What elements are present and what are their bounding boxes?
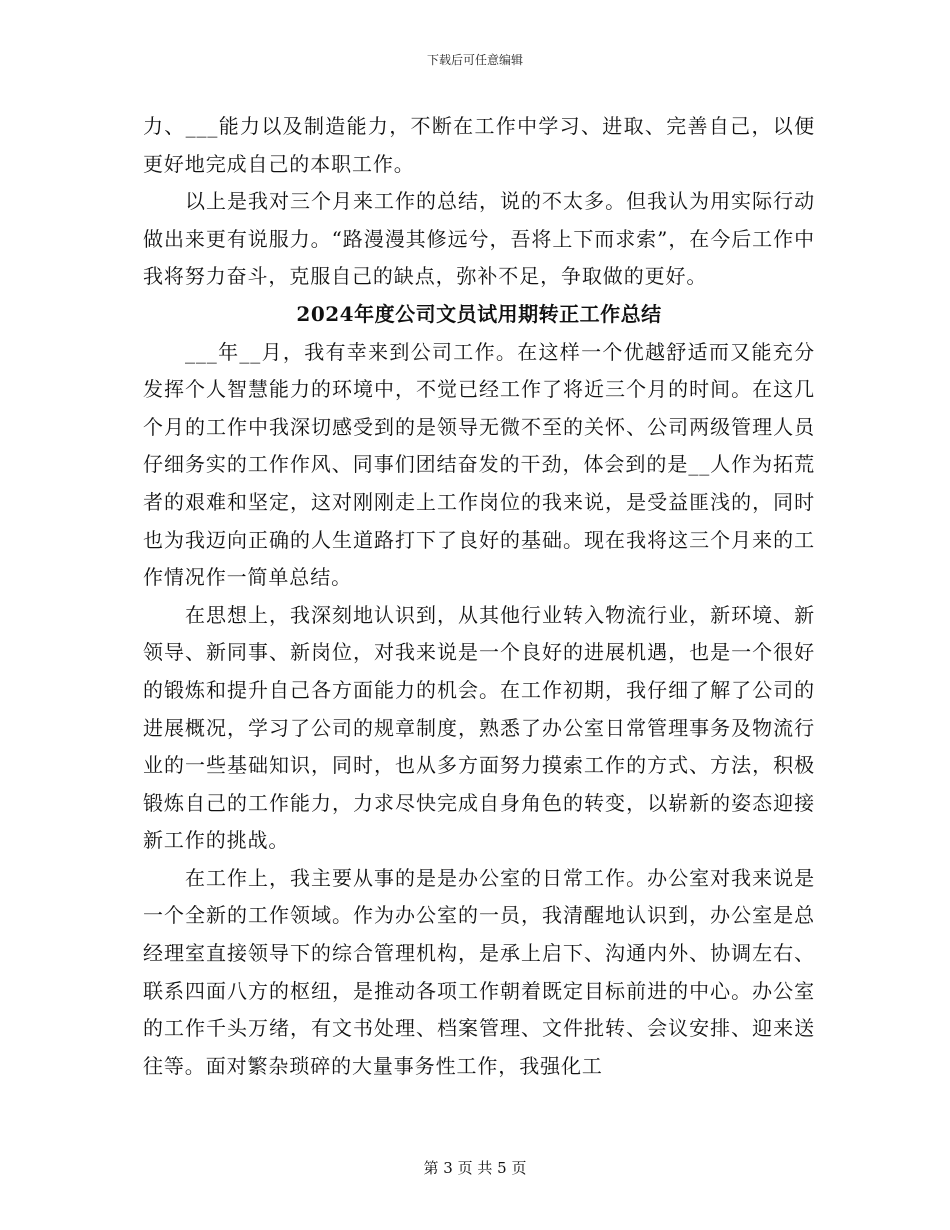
paragraph-work: 在工作上，我主要从事的是是办公室的日常工作。办公室对我来说是一个全新的工作领域。作为办公室的一员，我清醒地认识到，办公室是总经理室直接领导下的综合管理机构，是承上启下、沟通内外、协调左右、联系四面八方的枢纽，是推动各项工作朝着既定目标前进的中心。办公室的工作千头万绪，有文书处理、档案管理、文件批转、会议安排、迎来送往等。面对繁杂琐碎的大量事务性工作，我强化工 (143, 865, 815, 1078)
paragraph-continued: 力、___能力以及制造能力，不断在工作中学习、进取、完善自己，以便更好地完成自己的本职工作。 (143, 114, 815, 176)
paragraph-intro: ___年__月，我有幸来到公司工作。在这样一个优越舒适而又能充分发挥个人智慧能力的环境中，不觉已经工作了将近三个月的时间。在这几个月的工作中我深切感受到的是领导无微不至的关怀、公司两级管理人员仔细务实的工作作风、同事们团结奋发的干劲，体会到的是__人作为拓荒者的艰难和坚定，这对刚刚走上工作岗位的我来说，是受益匪浅的，同时也为我迈向正确的人生道路打下了良好的基础。现在我将这三个月来的工作情况作一简单总结。 (143, 339, 815, 590)
paragraph-thoughts: 在思想上，我深刻地认识到，从其他行业转入物流行业，新环境、新领导、新同事、新岗位，对我来说是一个良好的进展机遇，也是一个很好的锻炼和提升自己各方面能力的机会。在工作初期，我仔细了解了公司的进展概况，学习了公司的规章制度，熟悉了办公室日常管理事务及物流行业的一些基础知识，同时，也从多方面努力摸索工作的方式、方法，积极锻炼自己的工作能力，力求尽快完成自身角色的转变，以崭新的姿态迎接新工作的挑战。 (143, 602, 815, 853)
page-number: 第 3 页 共 5 页 (423, 1159, 527, 1177)
document-body (143, 108, 815, 1085)
paragraph-conclusion: 以上是我对三个月来工作的总结，说的不太多。但我认为用实际行动做出来更有说服力。“路漫漫其修远兮，吾将上下而求索”，在今后工作中我将努力奋斗，克服自己的缺点，弥补不足，争取做的更好。 (143, 189, 815, 289)
section-title: 2024年度公司文员试用期转正工作总结 (296, 301, 662, 326)
page-header: 下载后可任意编辑 (426, 53, 523, 67)
